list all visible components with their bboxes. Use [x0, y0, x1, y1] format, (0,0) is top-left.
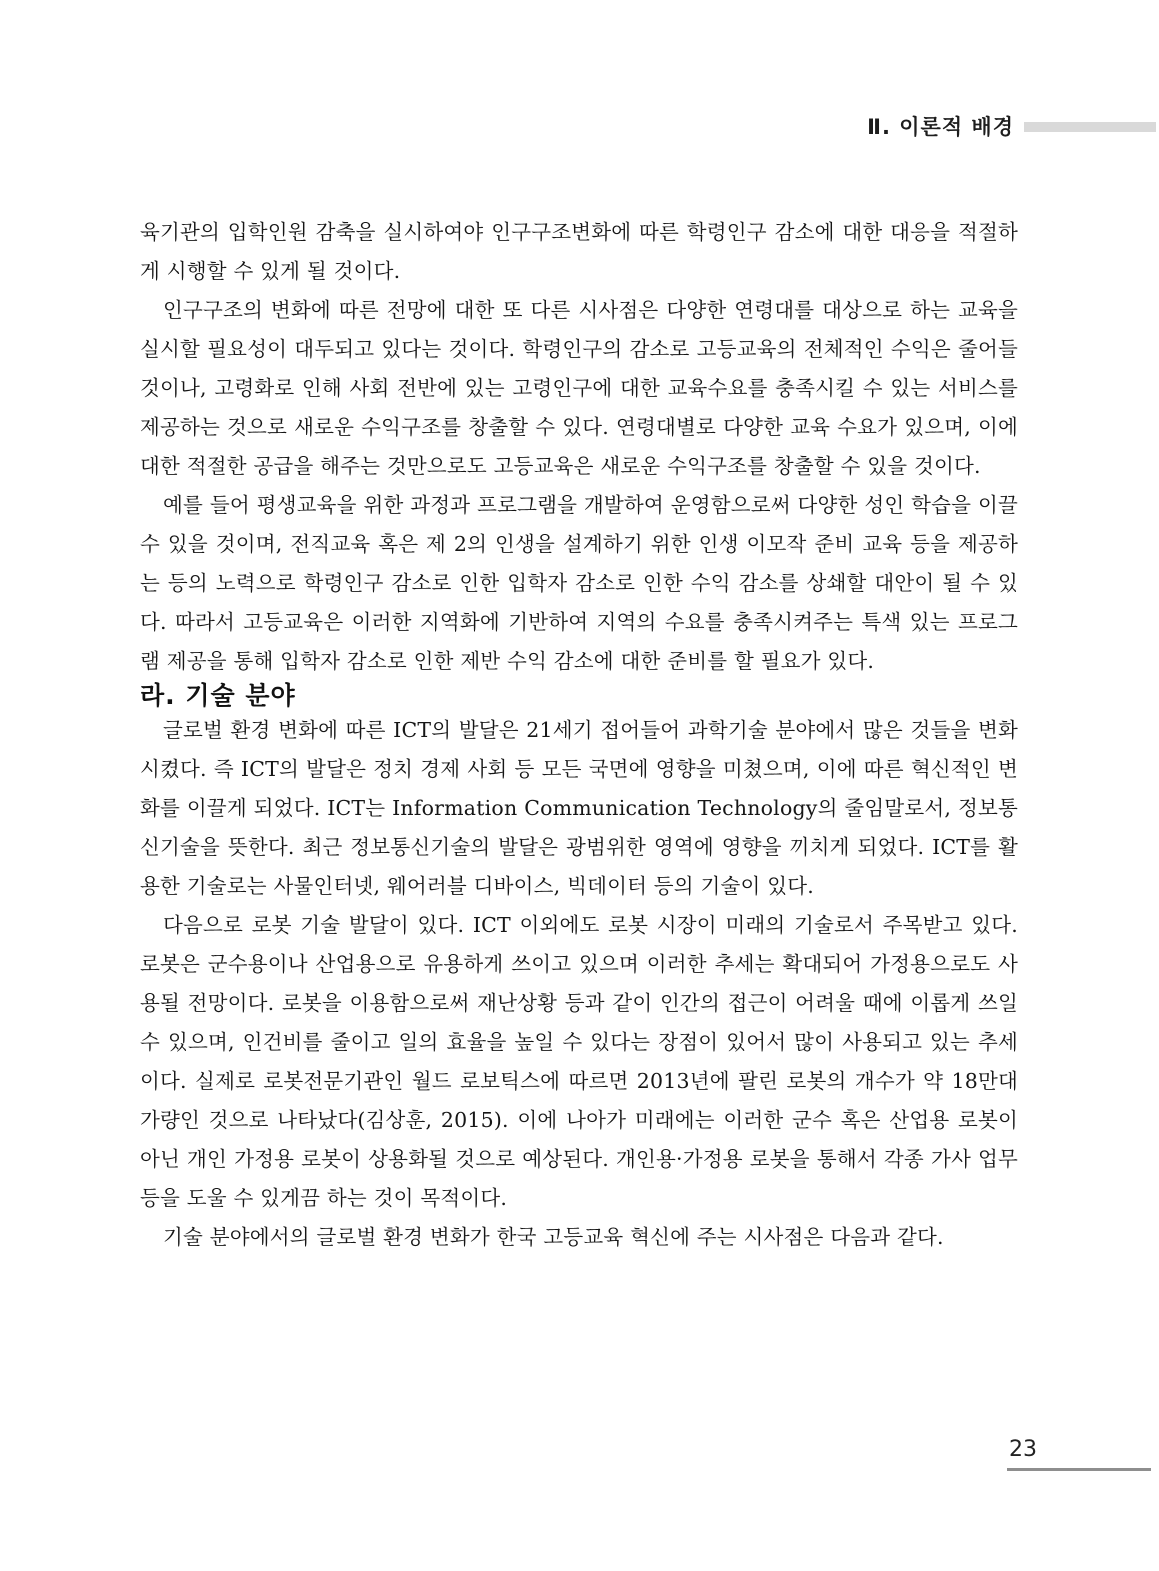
body-text-block — [140, 213, 1018, 1257]
paragraph: 다음으로 로봇 기술 발달이 있다. ICT 이외에도 로봇 시장이 미래의 기술로서 주목받고 있다. 로봇은 군수용이나 산업용으로 유용하게 쓰이고 있으며 이러한 추세는 확대되어 가정용으로도 사용될 전망이다. 로봇을 이용함으로써 재난상황 등과 같이 인간의 접근이 어려울 때에 이롭게 쓰일 수 있으며, 인건비를 줄이고 일의 효율을 높일 수 있다는 장점이 있어서 많이 사용되고 있는 추세이다. 실제로 로봇전문기관인 월드 로보틱스에 따르면 2013년에 팔린 로봇의 개수가 약 18만대 가량인 것으로 나타났다(김상훈, 2015). 이에 나아가 미래에는 이러한 군수 혹은 산업용 로봇이 아닌 개인 가정용 로봇이 상용화될 것으로 예상된다. 개인용·가정용 로봇을 통해서 각종 가사 업무 등을 도울 수 있게끔 하는 것이 목적이다. — [140, 913, 1018, 1210]
footer-rule — [1007, 1468, 1151, 1471]
chapter-title: Ⅱ. 이론적 배경 — [867, 115, 1014, 139]
paragraph: 예를 들어 평생교육을 위한 과정과 프로그램을 개발하여 운영함으로써 다양한 성인 학습을 이끌 수 있을 것이며, 전직교육 혹은 제 2의 인생을 설계하기 위한 인생 이모작 준비 교육 등을 제공하는 등의 노력으로 학령인구 감소로 인한 입학자 감소로 인한 수익 감소를 상쇄할 대안이 될 수 있다. 따라서 고등교육은 이러한 지역화에 기반하여 지역의 수요를 충족시켜주는 특색 있는 프로그램 제공을 통해 입학자 감소로 인한 제반 수익 감소에 대한 준비를 할 필요가 있다. — [140, 493, 1018, 673]
page-number: 23 — [1009, 1437, 1037, 1462]
running-header — [0, 114, 1159, 140]
section-heading: 라. 기술 분야 — [140, 681, 296, 710]
page-footer — [1007, 1437, 1151, 1471]
paragraph: 인구구조의 변화에 따른 전망에 대한 또 다른 시사점은 다양한 연령대를 대상으로 하는 교육을 실시할 필요성이 대두되고 있다는 것이다. 학령인구의 감소로 고등교육의 전체적인 수익은 줄어들 것이나, 고령화로 인해 사회 전반에 있는 고령인구에 대한 교육수요를 충족시킬 수 있는 서비스를 제공하는 것으로 새로운 수익구조를 창출할 수 있다. 연령대별로 다양한 교육 수요가 있으며, 이에 대한 적절한 공급을 해주는 것만으로도 고등교육은 새로운 수익구조를 창출할 수 있을 것이다. — [140, 298, 1018, 478]
header-accent-bar — [1024, 122, 1156, 132]
paragraph: 기술 분야에서의 글로벌 환경 변화가 한국 고등교육 혁신에 주는 시사점은 다음과 같다. — [163, 1225, 944, 1249]
paragraph: 육기관의 입학인원 감축을 실시하여야 인구구조변화에 따른 학령인구 감소에 대한 대응을 적절하게 시행할 수 있게 될 것이다. — [140, 220, 1018, 283]
paragraph: 글로벌 환경 변화에 따른 ICT의 발달은 21세기 접어들어 과학기술 분야에서 많은 것들을 변화시켰다. 즉 ICT의 발달은 정치 경제 사회 등 모든 국면에 영향을 미쳤으며, 이에 따른 혁신적인 변화를 이끌게 되었다. ICT는 Information Communication Technology의 줄임말로서, 정보통신기술을 뜻한다. 최근 정보통신기술의 발달은 광범위한 영역에 영향을 끼치게 되었다. ICT를 활용한 기술로는 사물인터넷, 웨어러블 디바이스, 빅데이터 등의 기술이 있다. — [140, 718, 1018, 898]
